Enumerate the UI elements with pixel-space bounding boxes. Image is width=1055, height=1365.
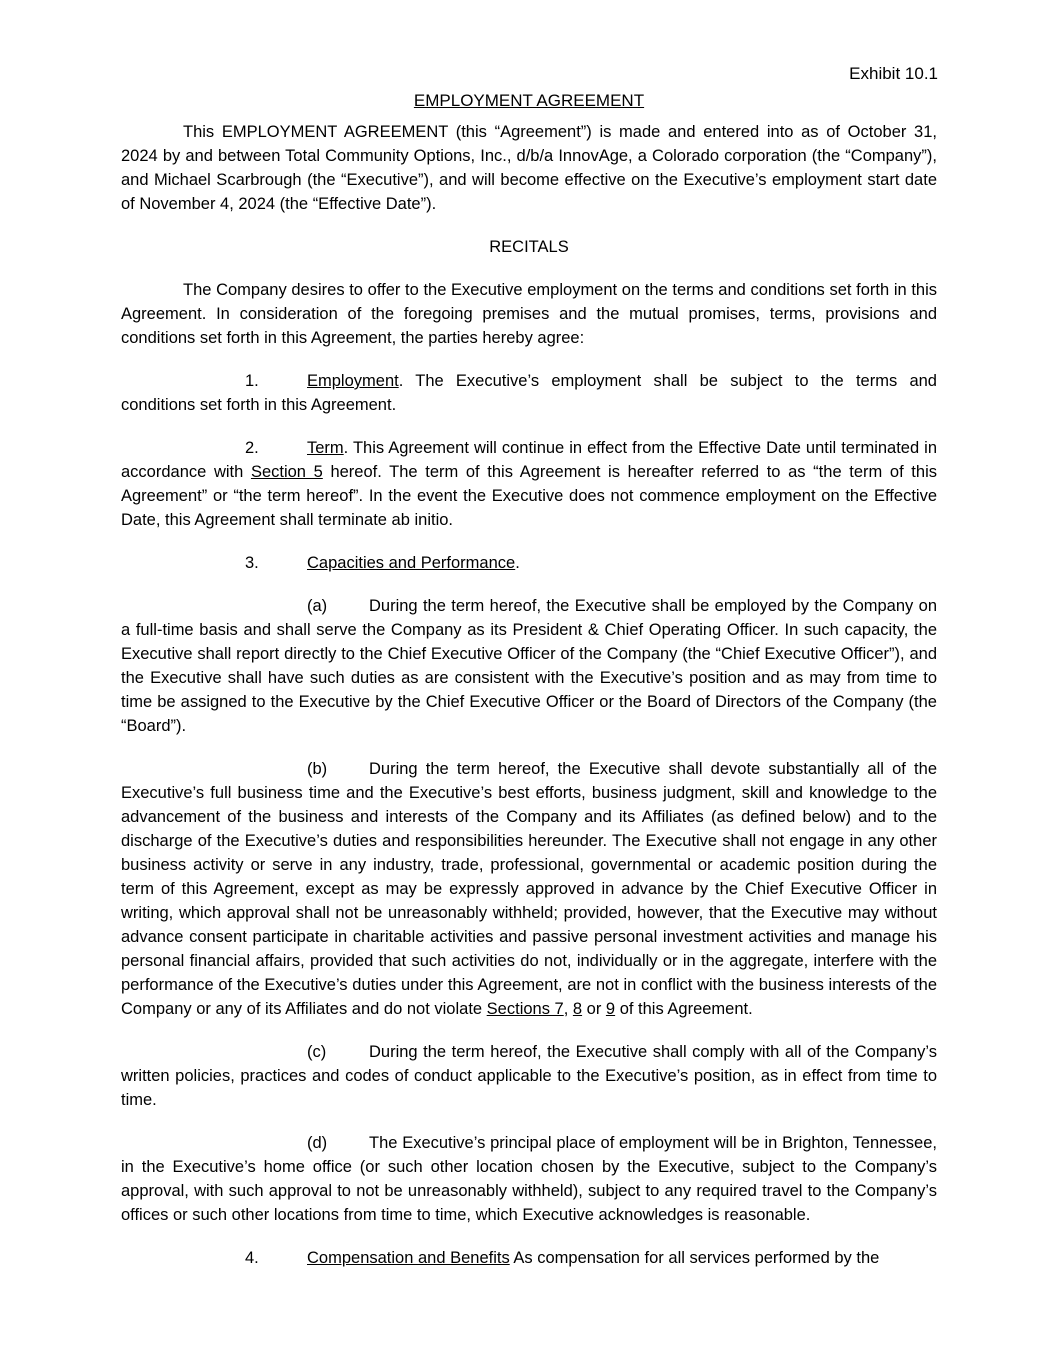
subsection-c [121,1040,937,1112]
subsection-text: of this Agreement. [615,1000,753,1018]
section-number: 4. [245,1249,259,1267]
section-5-link[interactable]: Section 5 [250,463,323,481]
link-separator: or [582,1000,606,1018]
section-9-link[interactable]: 9 [605,1000,616,1018]
subsection-label: (d) [307,1134,328,1152]
section-text: . [515,554,520,572]
section-heading: Employment [307,372,399,390]
section-heading: Compensation and Benefits [307,1249,510,1267]
section-text: As compensation for all services performed by the [509,1249,880,1267]
section-text: . The Executive’s employment shall be subject to the terms and conditions set forth in this Agreement. [121,372,937,414]
subsection-text: During the term hereof, the Executive shall devote substantially all of the Executive’s full business time and the Executive’s best efforts, business judgment, skill and knowledge to the advancement of the business and interests of the Company and its Affiliates (as defined below) and to the discharge of the Executive’s duties and responsibilities hereunder. The Executive shall not engage in any other business activity or serve in any industry, trade, professional, governmental or academic position during the term of this Agreement, except as may be expressly approved in advance by the Chief Executive Officer in writing, which approval shall not be unreasonably withheld; provided, however, that the Executive may without advance consent participate in charitable activities and passive personal investment activities and manage his personal financial affairs, provided that such activities do not, individually or in the aggregate, interfere with the performance of the Executive’s duties under this Agreement, are not in conflict with the business interests of the Company or any of its Affiliates and do not violate [121,760,937,1018]
section-heading: Term [307,439,344,457]
subsection-d [121,1131,937,1227]
section-employment [121,369,937,417]
document-title: EMPLOYMENT AGREEMENT [413,91,645,110]
document-body [121,89,937,1270]
subsection-label: (a) [307,597,328,615]
section-number: 3. [245,554,259,572]
subsection-text: During the term hereof, the Executive shall be employed by the Company on a full-time basis and shall serve the Company as its President & Chief Operating Officer. In such capacity, the Executive shall report directly to the Chief Executive Officer of the Company (the “Chief Executive Officer”), and the Executive shall have such duties as are consistent with the Executive’s position and as may from time to time be assigned to the Executive by the Chief Executive Officer or the Board of Directors of the Company (the “Board”). [121,597,937,735]
intro-paragraph: This EMPLOYMENT AGREEMENT (this “Agreement”) is made and entered into as of October 31, 2024 by and between Total Community Options, Inc., d/b/a InnovAge, a Colorado corporation (the “Company”), and Michael Scarbrough (the “Executive”), and will become effective on the Executive’s employment start date of November 4, 2024 (the “Effective Date”). [121,123,937,213]
subsection-label: (b) [307,760,328,778]
sections-7-link[interactable]: Sections 7 [486,1000,564,1018]
section-capacities [121,551,937,575]
section-term [121,436,937,532]
section-number: 1. [245,372,259,390]
subsection-text: The Executive’s principal place of employment will be in Brighton, Tennessee, in the Executive’s home office (or such other location chosen by the Executive, subject to the Company’s approval, with such approval to not be unreasonably withheld), subject to any required travel to the Company’s offices or such other locations from time to time, which Executive acknowledges is reasonable. [121,1134,937,1224]
subsection-label: (c) [307,1043,327,1061]
subsection-b [121,757,937,1021]
section-text: hereof. The term of this Agreement is hereafter referred to as “the term of this Agreement” or “the term hereof”. In the event the Executive does not commence employment on the Effective Date, this Agreement shall terminate ab initio. [121,463,937,529]
section-compensation [121,1246,937,1270]
section-8-link[interactable]: 8 [572,1000,583,1018]
section-number: 2. [245,439,259,457]
subsection-a [121,594,937,738]
link-separator: , [563,1000,573,1018]
subsection-text: During the term hereof, the Executive shall comply with all of the Company’s written policies, practices and codes of conduct applicable to the Executive’s position, as in effect from time to time. [121,1043,937,1109]
exhibit-label: Exhibit 10.1 [849,64,938,83]
section-heading: Capacities and Performance [307,554,516,572]
recitals-paragraph: The Company desires to offer to the Executive employment on the terms and conditions set forth in this Agreement. In consideration of the foregoing premises and the mutual promises, terms, provisions and conditions set forth in this Agreement, the parties hereby agree: [121,281,937,347]
recitals-heading: RECITALS [489,238,569,256]
section-text: . This Agreement will continue in effect from the Effective Date until terminated in accordance with [121,439,937,481]
